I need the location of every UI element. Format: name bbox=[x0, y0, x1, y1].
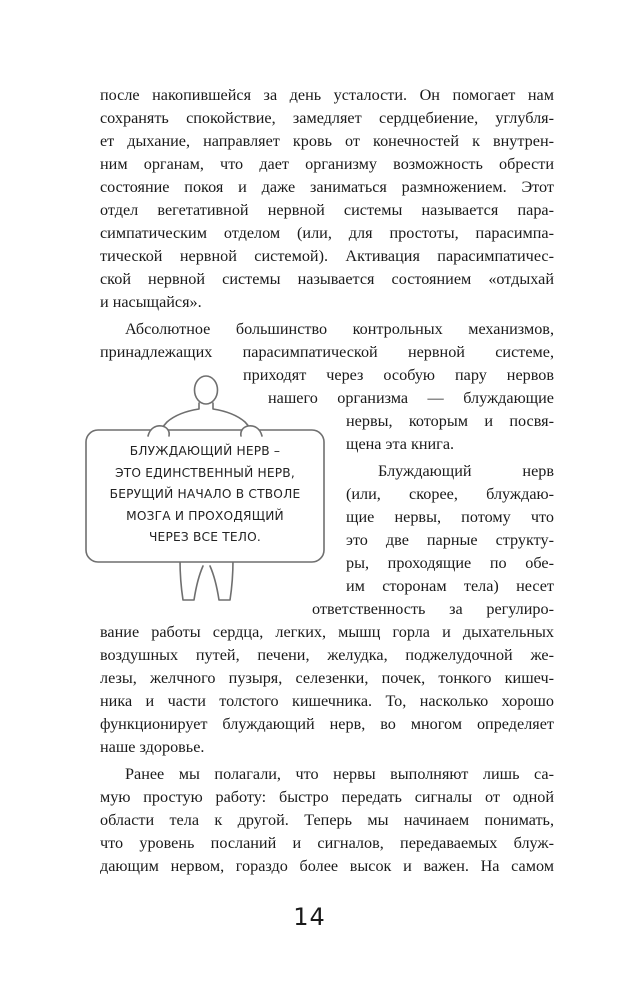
text-line: ры, проходящие по обе- bbox=[346, 554, 554, 572]
text-line: ской нервной системы называется состоянием «отдыхай bbox=[100, 270, 554, 288]
sign-illustration bbox=[80, 370, 330, 610]
sign-line: МОЗГА И ПРОХОДЯЩИЙ bbox=[126, 508, 284, 523]
text-line: дающим нервом, гораздо более высок и важен. На самом bbox=[100, 857, 554, 875]
text-line: симпатическим отделом (или, для простоты, парасимпа- bbox=[100, 224, 554, 242]
left-hand bbox=[148, 426, 169, 436]
text-line: нашего организма — блуждающие bbox=[268, 389, 554, 407]
text-line: ет дыхание, направляет кровь от конечностей к внутрен- bbox=[100, 132, 554, 150]
person-head bbox=[195, 376, 218, 404]
text-line: и насыщайся». bbox=[100, 293, 202, 311]
text-line: отдел вегетативной нервной системы называется пара- bbox=[100, 201, 554, 219]
text-line: что уровень посланий и сигналов, передаваемых блуж- bbox=[100, 834, 554, 852]
text-line: Абсолютное большинство контрольных механизмов, bbox=[125, 320, 554, 338]
text-line: лезы, желчного пузыря, селезенки, почек, тонкого кишеч- bbox=[100, 669, 554, 687]
person-legs bbox=[180, 560, 233, 600]
text-line: принадлежащих парасимпатической нервной системе, bbox=[100, 343, 554, 361]
text-line: тической нервной системой). Активация парасимпатичес- bbox=[100, 247, 554, 265]
sign-caption bbox=[88, 441, 322, 549]
text-line: это две парные структу- bbox=[346, 531, 554, 549]
text-line: мую простую работу: быстро передать сигналы от одной bbox=[100, 788, 554, 806]
text-line: им сторонам тела) несет bbox=[346, 577, 554, 595]
text-line: (или, скорее, блуждаю- bbox=[346, 485, 554, 503]
text-line: приходят через особую пару нервов bbox=[243, 366, 554, 384]
page-number: 14 bbox=[293, 903, 326, 931]
text-line: наше здоровье. bbox=[100, 738, 205, 756]
text-line: сохранять спокойствие, замедляет сердцебиение, углубля- bbox=[100, 109, 554, 127]
text-line: щие нервы, потому что bbox=[346, 508, 554, 526]
text-line: состояние покоя и даже заниматься размножением. Этот bbox=[100, 178, 554, 196]
sign-line: ЭТО ЕДИНСТВЕННЫЙ НЕРВ, bbox=[115, 465, 295, 480]
text-line: воздушных путей, печени, желудка, поджелудочной же- bbox=[100, 646, 554, 664]
sign-line: БЕРУЩИЙ НАЧАЛО В СТВОЛЕ bbox=[109, 487, 301, 502]
text-line: области тела к другой. Теперь мы начинаем понимать, bbox=[100, 811, 554, 829]
text-line: ним органам, что дает организму возможность обрести bbox=[100, 155, 554, 173]
text-line: Блуждающий нерв bbox=[378, 462, 554, 480]
text-line: Ранее мы полагали, что нервы выполняют лишь са- bbox=[125, 765, 554, 783]
text-line: ника и части толстого кишечника. То, насколько хорошо bbox=[100, 692, 554, 710]
right-hand bbox=[241, 426, 262, 436]
text-line: щена эта книга. bbox=[346, 435, 455, 453]
text-line: вание работы сердца, легких, мышц горла и дыхательных bbox=[100, 623, 554, 641]
text-line: нервы, которым и посвя- bbox=[346, 412, 554, 430]
sign-line: БЛУЖДАЮЩИЙ НЕРВ – bbox=[129, 444, 281, 458]
text-line: после накопившейся за день усталости. Он помогает нам bbox=[100, 86, 554, 104]
sign-line: ЧЕРЕЗ ВСЕ ТЕЛО. bbox=[148, 530, 261, 545]
text-line: ответственность за регулиро- bbox=[312, 600, 554, 618]
text-line: функционирует блуждающий нерв, во многом определяет bbox=[100, 715, 554, 733]
